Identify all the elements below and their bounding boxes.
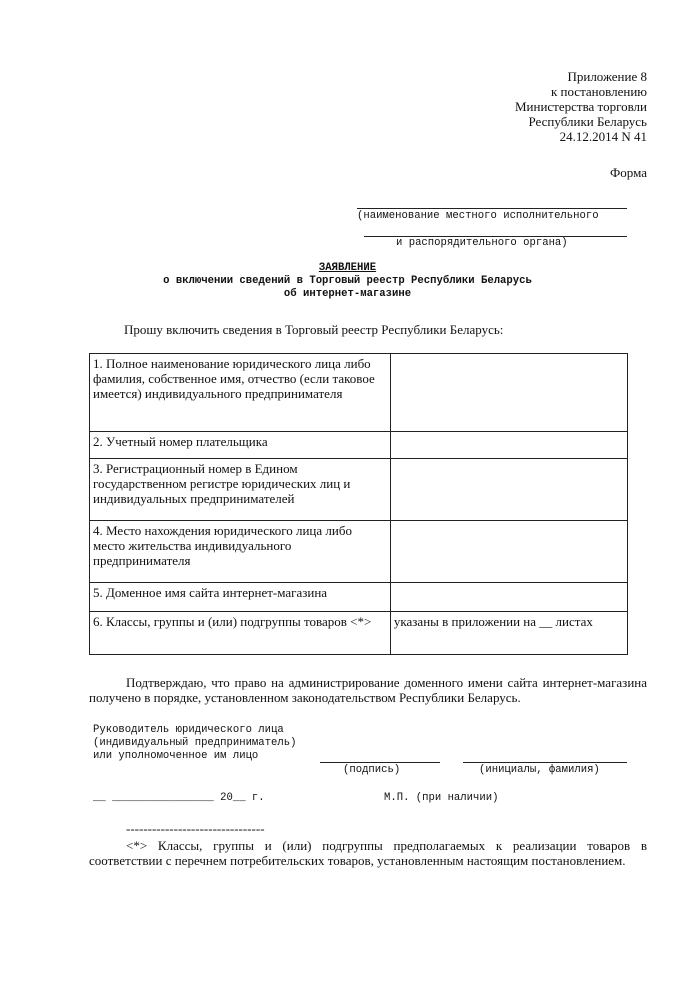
row-label: 2. Учетный номер плательщика — [90, 432, 391, 459]
date-line: __ ________________ 20__ г. — [93, 792, 265, 804]
annex-line: 24.12.2014 N 41 — [559, 129, 647, 144]
table-row — [90, 612, 628, 655]
signature-blank-line — [320, 762, 440, 763]
row-value — [390, 432, 627, 459]
name-caption: (инициалы, фамилия) — [479, 764, 600, 776]
table-row — [90, 459, 628, 521]
table-row — [90, 432, 628, 459]
recipient-caption-1: (наименование местного исполнительного — [357, 210, 599, 222]
title-line-2: о включении сведений в Торговый реестр Республики Беларусь — [163, 275, 532, 287]
stamp-label: М.П. (при наличии) — [384, 792, 499, 804]
row-label: 4. Место нахождения юридического лица либо место жительства индивидуального предпринимателя — [90, 521, 391, 583]
form-label: Форма — [610, 165, 647, 180]
request-text: Прошу включить сведения в Торговый реестр Республики Беларусь: — [124, 322, 504, 337]
table-row — [90, 354, 628, 432]
title-line-3: об интернет-магазине — [283, 288, 412, 300]
annex-line: Министерства торговли — [514, 99, 647, 114]
footnote-text: <*> Классы, группы и (или) подгруппы предполагаемых к реализации товаров в соответствии с перечнем потребительских товаров, установленным настоящим постановлением. — [89, 838, 647, 868]
row-value — [390, 583, 627, 612]
table-row — [90, 521, 628, 583]
annex-header — [387, 69, 647, 144]
signer-role-line-2: (индивидуальный предприниматель) — [93, 737, 297, 749]
annex-line: Республики Беларусь — [528, 114, 647, 129]
signature-caption: (подпись) — [343, 764, 401, 776]
row-value — [390, 521, 627, 583]
application-table — [89, 353, 628, 655]
row-label: 5. Доменное имя сайта интернет-магазина — [90, 583, 391, 612]
row-value — [390, 459, 627, 521]
signer-role-line-1: Руководитель юридического лица — [93, 724, 284, 736]
table-row — [90, 583, 628, 612]
title-line-1: ЗАЯВЛЕНИЕ — [318, 262, 377, 274]
row-label: 6. Классы, группы и (или) подгруппы товаров <*> — [90, 612, 391, 655]
recipient-blank-line-1 — [357, 208, 627, 209]
signer-role-line-3: или уполномоченное им лицо — [93, 750, 259, 762]
document-title — [0, 262, 695, 301]
row-value: указаны в приложении на __ листах — [390, 612, 627, 655]
name-blank-line — [463, 762, 627, 763]
footnote-separator: -------------------------------- — [126, 821, 265, 836]
annex-line: к постановлению — [550, 84, 647, 99]
row-label: 3. Регистрационный номер в Едином государственном регистре юридических лиц и индивидуальных предпринимателей — [90, 459, 391, 521]
confirmation-text: Подтверждаю, что право на администрирование доменного имени сайта интернет-магазина получено в порядке, установленном законодательством Республики Беларусь. — [89, 675, 647, 705]
row-label: 1. Полное наименование юридического лица либо фамилия, собственное имя, отчество (если таковое имеется) индивидуального предпринимателя — [90, 354, 391, 432]
row-value — [390, 354, 627, 432]
annex-line: Приложение 8 — [567, 69, 647, 84]
recipient-caption-2: и распорядительного органа) — [396, 237, 568, 249]
